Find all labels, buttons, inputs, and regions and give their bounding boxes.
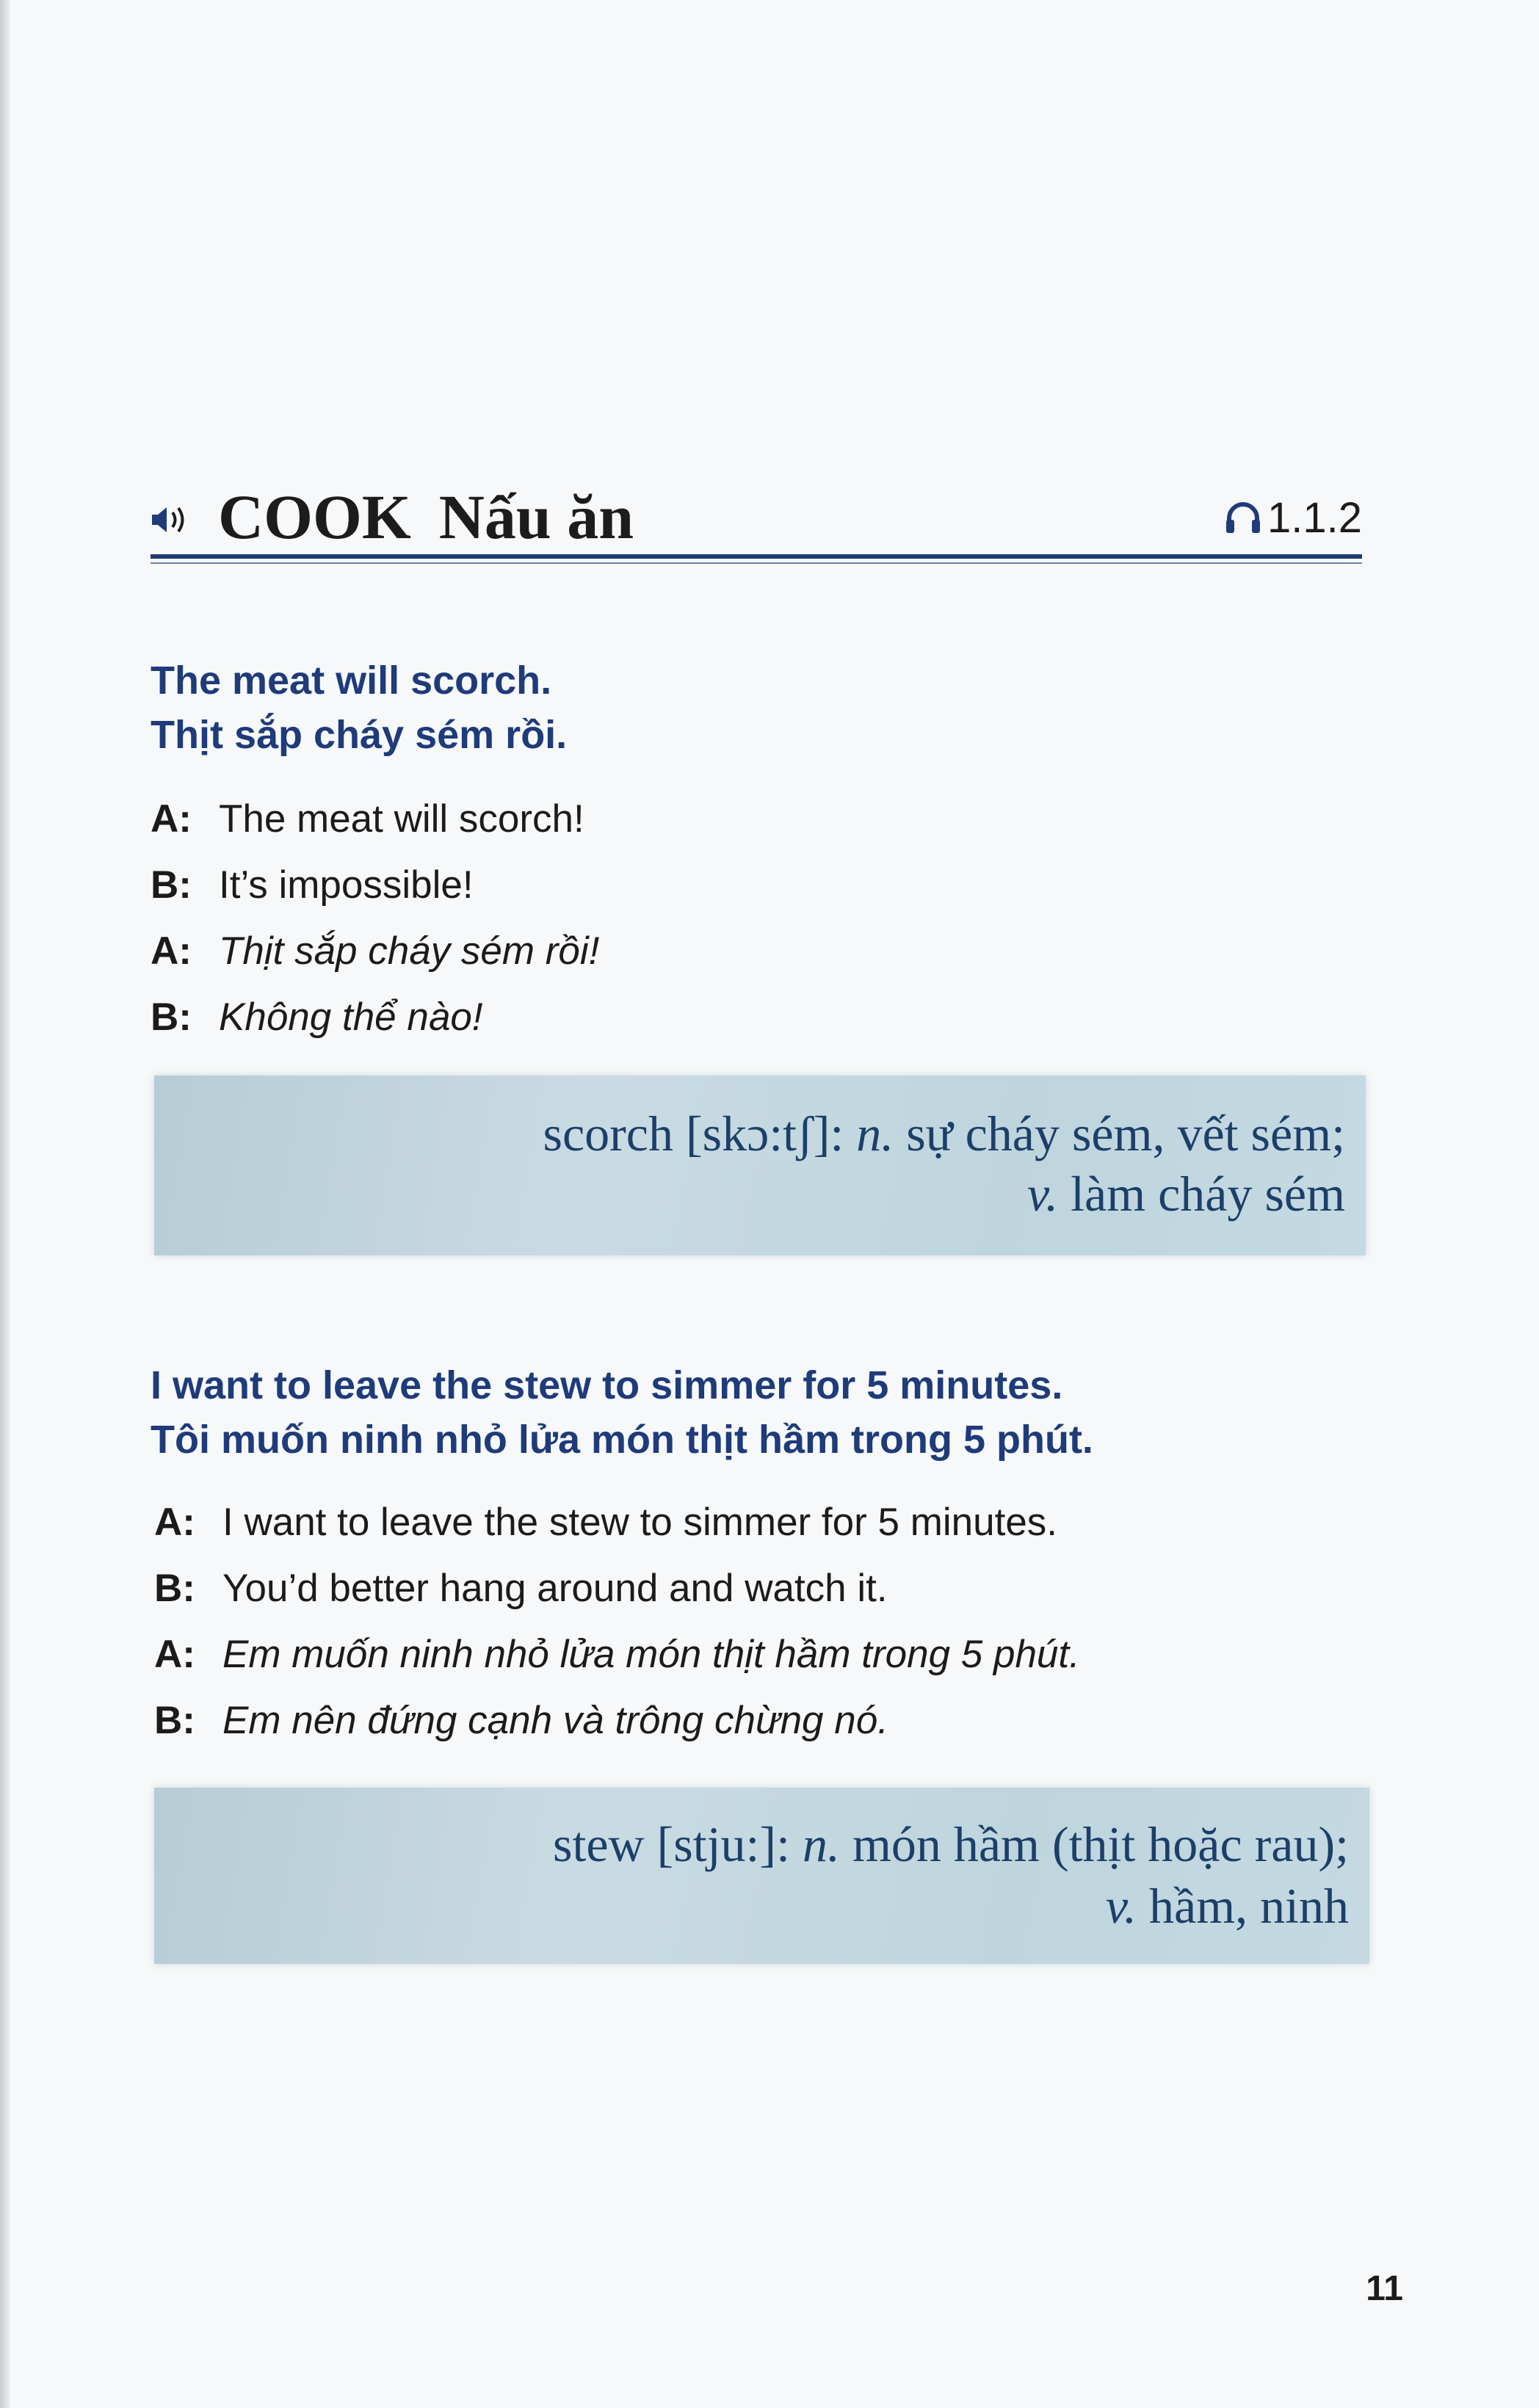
dialog-text-translation: Thịt sắp cháy sém rồi!	[219, 929, 600, 973]
vocab-line-1: scorch [skɔ:tʃ]: n. sự cháy sém, vết sém;	[543, 1106, 1345, 1161]
vocab-pos: v.	[1105, 1878, 1137, 1934]
vocab-line-2	[1106, 1877, 1349, 1935]
vocab-pos: n.	[856, 1106, 894, 1161]
dialog-text-translation: Không thể nào!	[219, 995, 483, 1039]
page-number: 11	[1366, 2269, 1403, 2308]
vocab-box-scorch	[154, 1076, 1366, 1255]
dialog-line	[154, 1555, 1366, 1621]
dialog-speaker: B:	[154, 1566, 195, 1610]
section-1-title	[151, 653, 567, 762]
section-1-title-vi: Thịt sắp cháy sém rồi.	[151, 713, 568, 757]
dialog-speaker: A:	[151, 797, 192, 841]
page-edge-shadow	[0, 0, 10, 2408]
lesson-title-vi: Nấu ăn	[438, 482, 634, 552]
dialog-speaker: A:	[154, 1500, 195, 1544]
vocab-line-1: stew [stju:]: n. món hầm (thịt hoặc rau);	[552, 1816, 1349, 1872]
vocab-pos: v.	[1026, 1166, 1059, 1222]
vocab-line-2	[1027, 1165, 1345, 1223]
section-1-title-en: The meat will scorch.	[151, 659, 552, 703]
vocab-ipa: [stju:]	[656, 1816, 777, 1872]
dialog-text: It’s impossible!	[219, 863, 474, 907]
dialog-speaker: A:	[151, 929, 192, 973]
dialog-line	[151, 984, 1362, 1050]
section-2-title-en: I want to leave the stew to simmer for 5 minutes.	[151, 1363, 1063, 1407]
dialog-speaker: B:	[154, 1698, 195, 1742]
dialog-text: You’d better hang around and watch it.	[222, 1566, 888, 1610]
dialog-speaker: B:	[151, 863, 192, 907]
vocab-ipa: [skɔ:tʃ]	[685, 1106, 830, 1161]
vocab-meaning: món hầm (thịt hoặc rau);	[852, 1816, 1349, 1872]
headphone-icon	[1225, 501, 1261, 534]
vocab-meaning: hầm, ninh	[1149, 1878, 1349, 1934]
section-2-title	[151, 1358, 1093, 1467]
header-rule-thin	[151, 562, 1362, 564]
lesson-header	[151, 470, 1362, 558]
audio-track[interactable]	[1225, 492, 1362, 543]
lesson-title	[218, 480, 634, 554]
header-rule	[151, 554, 1362, 559]
vocab-word: stew	[552, 1816, 645, 1872]
dialog-speaker: B:	[151, 995, 192, 1039]
vocab-meaning: làm cháy sém	[1071, 1166, 1345, 1222]
vocab-pos: n.	[802, 1816, 840, 1872]
audio-track-number: 1.1.2	[1267, 493, 1362, 542]
dialog-line	[151, 786, 1362, 852]
dialog-text: The meat will scorch!	[219, 797, 584, 841]
dialog-text-translation: Em nên đứng cạnh và trông chừng nó.	[222, 1698, 888, 1742]
dialog-line	[154, 1489, 1366, 1555]
dialog-line	[154, 1621, 1366, 1687]
section-2-title-vi: Tôi muốn ninh nhỏ lửa món thịt hầm trong 5 phút.	[151, 1418, 1093, 1462]
section-1-dialog	[151, 786, 1362, 1050]
dialog-text: I want to leave the stew to simmer for 5 minutes.	[222, 1500, 1058, 1544]
vocab-box-stew	[154, 1788, 1369, 1964]
speaker-icon[interactable]	[151, 505, 190, 534]
dialog-line	[151, 852, 1362, 918]
dialog-line	[151, 918, 1362, 984]
dialog-speaker: A:	[154, 1632, 195, 1676]
vocab-meaning: sự cháy sém, vết sém;	[906, 1106, 1345, 1161]
section-2-dialog	[154, 1489, 1366, 1753]
dialog-text-translation: Em muốn ninh nhỏ lửa món thịt hầm trong 5 phút.	[222, 1632, 1080, 1676]
lesson-title-en: COOK	[218, 482, 411, 552]
dialog-line	[154, 1687, 1366, 1753]
vocab-word: scorch	[543, 1106, 673, 1161]
